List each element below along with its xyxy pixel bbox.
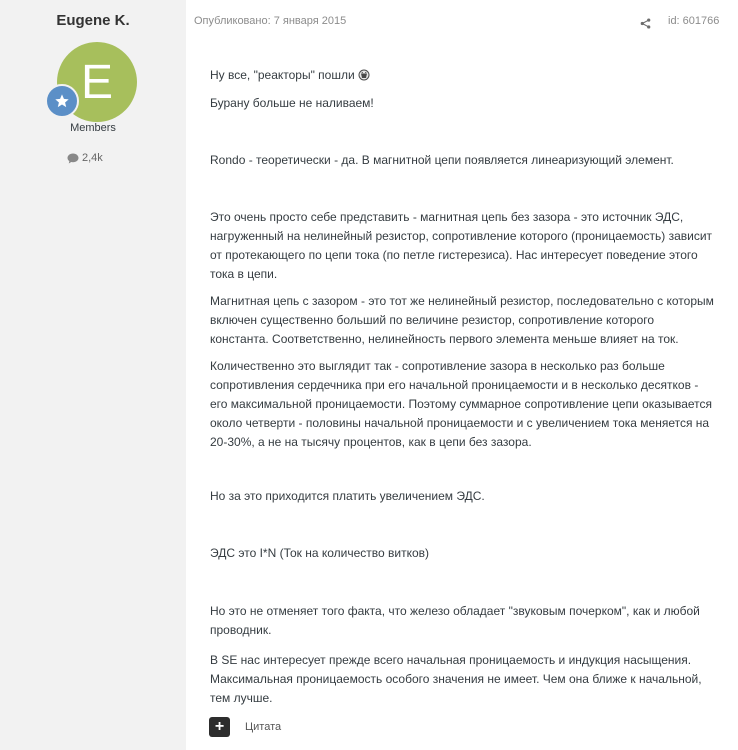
star-icon (54, 93, 70, 109)
author-name[interactable]: Eugene K. (56, 12, 130, 29)
quote-label[interactable]: Цитата (245, 721, 282, 733)
share-glyph (640, 18, 651, 29)
plus-icon: + (214, 718, 225, 735)
post-paragraph: ЭДС это I*N (Ток на количество витков) (210, 546, 430, 560)
post-paragraph (210, 66, 715, 85)
post-date[interactable]: Опубликовано: 7 января 2015 (194, 15, 347, 27)
rank-badge (45, 84, 79, 118)
post-count (67, 152, 103, 164)
post-paragraph: Магнитная цепь с зазором - это тот же нелинейный резистор, последовательно с которым включен существенно больший по величине резистор, сопротивление которого константа. Соответственно, нелинейность первого элемента меньше влияет на ток. (210, 294, 714, 346)
post-paragraph: Бурану больше не наливаем! (210, 96, 374, 110)
avatar[interactable]: E (57, 42, 137, 122)
post-paragraph: Это очень просто себе представить - магнитная цепь без зазора - это источник ЭДС, нагруженный на нелинейный резистор, сопротивление которого (проницаемость) зависит от протекающего по цепи тока (по петле гистерезиса). Нас интересует поведение этого тока в цепи. (210, 210, 713, 281)
post-id[interactable]: id: 601766 (668, 15, 720, 27)
drinking-emoji-icon (358, 69, 370, 81)
member-group: Members (70, 122, 116, 134)
author-panel (0, 0, 186, 750)
post-paragraph-text: Ну все, "реакторы" пошли (210, 68, 355, 82)
comment-icon (67, 153, 79, 164)
post-paragraph: Но за это приходится платить увеличением ЭДС. (210, 489, 485, 503)
post-paragraph: Количественно это выглядит так - сопротивление зазора в несколько раз больше сопротивления сердечника при его начальной проницаемости и в несколько десятков - его максимальной проницаемости. Поэтому суммарное сопротивление цепи оказывается около четверти - половины начальной проницаемости и с увеличением тока меняется на 20-30%, а не на тысячу процентов, как в цепи без зазора. (210, 359, 712, 449)
post-count-value: 2,4k (82, 152, 103, 164)
post-paragraph: Rondo - теоретически - да. В магнитной цепи появляется линеаризующий элемент. (210, 153, 674, 167)
share-icon[interactable] (640, 16, 651, 34)
post-paragraph: В SE нас интересует прежде всего начальная проницаемость и индукция насыщения. Максимальная проницаемость особого значения не имеет. Чем она ближе к начальной, тем лучше. (210, 653, 702, 705)
post-paragraph: Но это не отменяет того факта, что железо обладает "звуковым почерком", как и любой проводник. (210, 604, 700, 637)
quote-button[interactable] (209, 717, 230, 737)
